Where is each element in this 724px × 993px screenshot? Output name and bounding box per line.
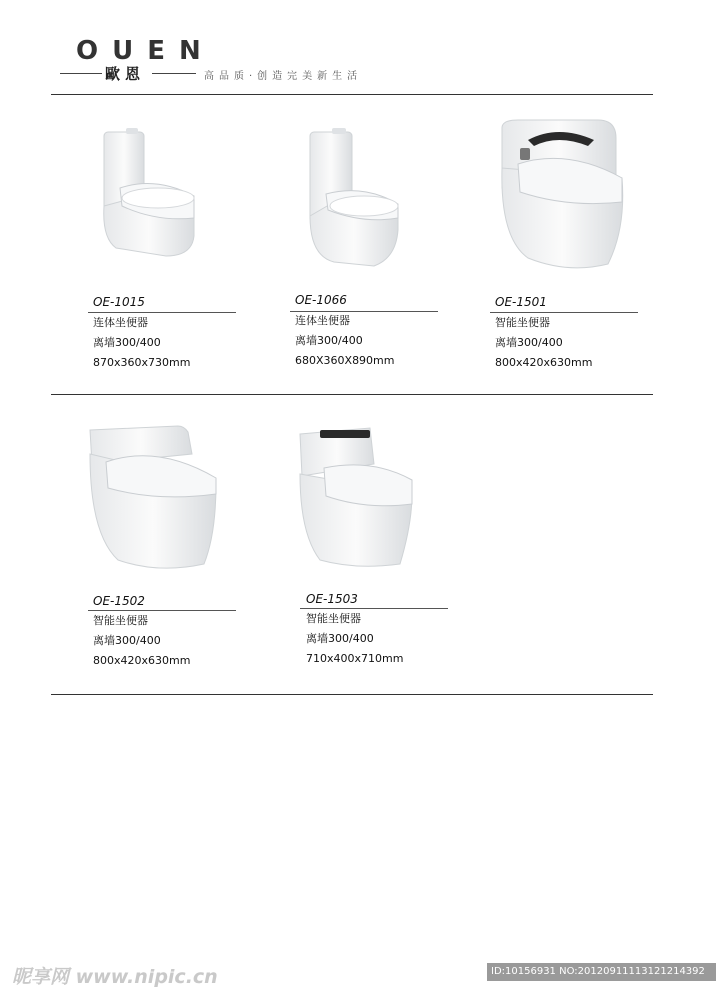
model-oe-1503: OE-1503 xyxy=(306,592,358,606)
model-oe-1502: OE-1502 xyxy=(93,594,145,608)
logo-right-line xyxy=(152,73,196,74)
product-dimensions: 710x400x710mm xyxy=(306,652,404,665)
product-dimensions: 800x420x630mm xyxy=(495,356,593,369)
brand-logo: OUEN xyxy=(76,36,215,66)
product-wall-distance: 离墙300/400 xyxy=(93,634,161,647)
product-dimensions: 680X360X890mm xyxy=(295,354,395,367)
product-image-oe-1501 xyxy=(498,118,626,276)
product-type: 智能坐便器 xyxy=(495,316,550,329)
brand-logo-cn: 歐恩 xyxy=(105,65,146,83)
site-watermark: 昵享网 www.nipic.cn xyxy=(12,966,218,988)
model-oe-1501: OE-1501 xyxy=(495,295,547,309)
product-image-oe-1066 xyxy=(304,126,404,271)
logo-left-line xyxy=(60,73,102,74)
image-id-strip: ID:10156931 NO:20120911113121214392 xyxy=(487,963,716,981)
header-divider xyxy=(51,94,653,95)
product-wall-distance: 离墙300/400 xyxy=(306,632,374,645)
product-type: 连体坐便器 xyxy=(93,316,148,329)
product-type: 智能坐便器 xyxy=(306,612,361,625)
bottom-divider xyxy=(51,694,653,695)
brand-tagline: 高品质·创造完美新生活 xyxy=(204,71,363,82)
model-oe-1015: OE-1015 xyxy=(93,295,145,309)
model-oe-1066: OE-1066 xyxy=(295,293,347,307)
product-image-oe-1502 xyxy=(88,424,220,574)
product-wall-distance: 离墙300/400 xyxy=(495,336,563,349)
product-type: 智能坐便器 xyxy=(93,614,148,627)
product-image-oe-1015 xyxy=(96,126,204,266)
product-image-oe-1503 xyxy=(296,424,416,572)
product-wall-distance: 离墙300/400 xyxy=(93,336,161,349)
product-wall-distance: 离墙300/400 xyxy=(295,334,363,347)
product-type: 连体坐便器 xyxy=(295,314,350,327)
row-divider xyxy=(51,394,653,395)
product-dimensions: 800x420x630mm xyxy=(93,654,191,667)
product-dimensions: 870x360x730mm xyxy=(93,356,191,369)
